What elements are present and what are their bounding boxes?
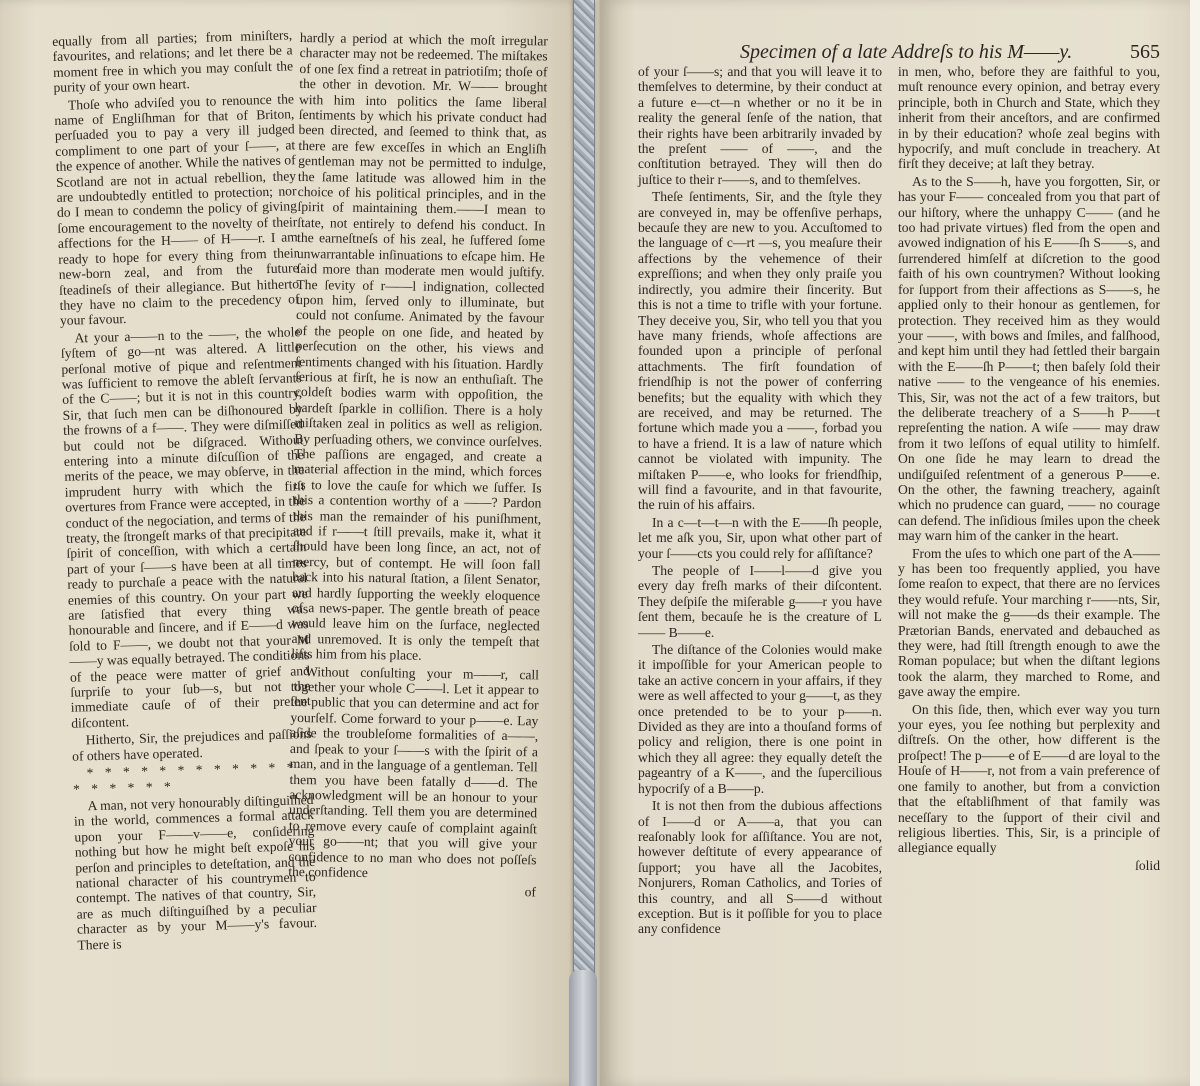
paragraph: At your a——n to the ——, the whole ſyſtem of go—nt was altered. A little perſonal motive of pique and reſentment was ſufficient to remove the ableſt ſervants of the C——; but it is not in this country, Sir, that ſuch men can be diſhonoured by the frowns of a f——. They were diſmiſſed but could not be diſgraced. Without entering into a minute diſcuſſion of the merits of the peace, we may obſerve, in the imprudent hurry with which the firſt overtures from France were accepted, in the conduct of the negociation, and terms of the treaty, the ſtrongeſt marks of that precipitate ſpirit of conceſſion, with which a certain part of your ſ——s have been at all times ready to purchaſe a peace with the natural enemies of this country. On your part we are ſatisfied that every thing was honourable and ſincere, and if E——d was ſold to F——, we doubt not that your M——y was equally betrayed. The conditions of the peace were matter of grief and ſurpriſe to your ſub—s, but not the immediate cauſe of of their preſent diſcontent.: [60, 323, 311, 731]
paragraph: On this ſide, then, which ever way you turn your eyes, you ſee nothing but perplexity and diſtreſs. On the other, how different is the proſpect! The p——e of E——d are loyal to the Houſe of H——r, not from a vain preference of one family to another, but from a conviction that the eſtabliſhment of that family was neceſſary to the ſupport of their civil and religious liberties. This, Sir, is a principle of allegiance equally: [898, 701, 1160, 856]
binding-cord: [573, 0, 595, 1086]
running-title: Specimen of a late Addreſs to his M——y.: [740, 41, 1073, 63]
paragraph: The people of I——l——d give you every day freſh marks of their diſcontent. They deſpiſe the miſerable g——r you have ſent them, becauſe he is the creature of L—— B——e.: [638, 563, 882, 640]
left-page: [0, 0, 586, 1086]
paragraph: Hitherto, Sir, the prejudices and paſſions of others have operated.: [71, 726, 312, 764]
right-column-2: [898, 64, 1160, 875]
page-number: 565: [1130, 41, 1160, 63]
paragraph: From the uſes to which one part of the A——y has been too frequently applied, you have ſome reaſon to expect, that there are no ſervices they would refuſe. Your marching r——nts, Sir, will not make the g——ds their example. The Prætorian Bands, enervated and debauched as they were, had ſtill ſtrength enough to awe the Roman populace; but when the diſtant legions took the alarm, they marched to Rome, and gave away the empire.: [898, 545, 1160, 700]
paragraph: Thoſe who adviſed you to renounce the name of Engliſhman for that of Briton, perſuaded you to pay a very ill judged compliment to one part of your ſ——, at the expence of another. While the natives of Scotland are not in actual rebellion, they are undoubtedly entitled to protection; nor do I mean to condemn the policy of giving ſome encouragement to the novelty of their affections for the H—— of H——r. I am ready to hope for every thing from their new-born zeal, and from the future ſteadineſs of their allegiance. But hitherto they have no claim to the precedency of your favour.: [54, 90, 300, 329]
left-column-1: [52, 27, 318, 954]
right-page: [600, 0, 1190, 1086]
paragraph: As to the S——h, have you forgotten, Sir, or has your F—— concealed from you that part of our hiſtory, where the unhappy C—— (and he too had private virtues) fled from the open and avowed indignation of his E——ſh S——s, and ſurrendered himſelf at diſcretion to the good faith of his own countrymen? Without looking for ſupport from their affections as S——s, he applied only to their honour as gentlemen, for protection. They received him as they would your ——, with bows and ſmiles, and falſhood, and kept him until they had ſettled their bargain with the E——ſh P——t; then baſely ſold their native —— to the vengeance of his enemies. This, Sir, was not the act of a few traitors, but the deliberate treachery of a S——h P——t repreſenting the nation. A wiſe —— may draw from it two leſſons of equal utility to himſelf. On one ſide he may learn to dread the undiſguiſed reſentment of a generous P——e. On the other, the fawning treachery, againſt which no prudence can guard, —— no courage can defend. The inſidious ſmiles upon the cheek may warn him of the canker in the heart.: [898, 173, 1160, 544]
asterisk-break: * * * * * * * * * * * * * * * * * *: [72, 759, 298, 797]
paragraph: Without conſulting your m——r, call together your whole C——l. Let it appear to the public that you can determine and act for yourſelf. Come forward to your p——e. Lay aſide the troubleſome formalities of a——, and ſpeak to your ſ——s with the ſpirit of a man, and in the language of a gentleman. Tell them you have been fatally d——d. The acknowledgment will be an honour to your underſtanding. Tell them you are determined to remove every cauſe of complaint againſt your go——nt; that you will give your confidence to no man who does not poſſeſs the confidence: [288, 663, 540, 880]
binding-cord-end: [569, 970, 597, 1086]
paragraph: A man, not very honourably diſtinguiſhed in the world, commences a formal attack upon your F——v——e, conſidering nothing but how he might beſt expoſe his perſon and principles to deteſtation, and the national character of his countrymen to contempt. The natives of that country, Sir, are as much diſtinguiſhed by a peculiar character as by your M——y's favour. There is: [73, 791, 318, 953]
paragraph: of your ſ——s; and that you will leave it to themſelves to determine, by their conduct at a future e—ct—n whether or no it be in reality the general ſenſe of the nation, that their rights have been arbitrarily invaded by the preſent —— of ——, and the conſtitution betrayed. They will then do juſtice to their r——s, and to themſelves.: [638, 64, 882, 187]
left-column-2: [288, 30, 548, 902]
paragraph: hardly a period at which the moſt irregular character may not be redeemed. The miſtakes of one ſex find a retreat in patriotiſm; thoſe of the other in devotion. Mr. W—— brought with him into politics the ſame liberal ſentiments by which his private conduct had been directed, and ſeemed to think that, as there are few exceſſes in which an Engliſh gentleman may not be permitted to indulge, the ſame latitude was allowed him in the choice of his political principles, and in the ſpirit of maintaining them.——I mean to ſtate, not entirely to defend his conduct. In the earneſtneſs of his zeal, he ſuffered ſome unwarrantable inſinuations to eſcape him. He ſaid more than moderate men would juſtify. The ſevity of r——l indignation, collected upon him, ſerved only to illuminate, but could not conſume. Animated by the favour of the people on one ſide, and heated by perſecution on the other, his views and ſentiments changed with his ſituation. Hardly ſerious at firſt, he is now an enthuſiaſt. The coldeſt bodies warm with oppoſition, the hardeſt ſparkle in colliſion. There is a holy miſtaken zeal in politics as well as religion. By perſuading others, we convince ourſelves. The paſſions are engaged, and create a material affection in the mind, which forces us to love the cauſe for which we ſuffer. Is this a contention worthy of a ——? Pardon this man the remainder of his puniſhment, and if r——t ſtill prevails, make it, what it ſhould have been long ſince, an act, not of mercy, but of contempt. He will ſoon fall back into his natural ſtation, a ſilent Senator, and hardly ſupporting the weekly eloquence of a news-paper. The gentle breath of peace would leave him on the ſurface, neglected and unremoved. It is only the tempeſt that lifts him from his place.: [291, 30, 548, 664]
paragraph: In a c—t—t—n with the E——ſh people, let me aſk you, Sir, upon what other part of your ſ——cts you could rely for aſſiſtance?: [638, 514, 882, 561]
paragraph: in men, who, before they are faithful to you, muſt renounce every opinion, and betray every principle, both in Church and State, which they inherit from their anceſtors, and are confirmed in by their education? whoſe zeal begins with hypocriſy, and muſt conclude in treachery. At firſt they deceive; at laſt they betray.: [898, 64, 1160, 172]
paragraph: Theſe ſentiments, Sir, and the ſtyle they are conveyed in, may be offenſive perhaps, becauſe they are new to you. Accuſtomed to the language of c—rt —s, you meaſure their affections by the vehemence of their expreſſions; and when they only praiſe you indirectly, you admire their ſincerity. But this is not a time to trifle with your fortune. They deceive you, Sir, who tell you that you have many friends, whoſe affections are founded upon a principle of perſonal attachments. The firſt foundation of friendſhip is not the power of conferring benefits; but the equality with which they are received, and may be returned. The fortune which made you a ——, forbad you to have a friend. It is a law of nature which cannot be violated with impunity. The miſtaken P——e, who looks for friendſhip, will find a favourite, and in that favourite, the ruin of his affairs.: [638, 189, 882, 513]
paragraph: It is not then from the dubious affections of I——d or A——a, that you can reaſonably look for aſſiſtance. You are not, however deſtitute of every appearance of ſupport; you have all the Jacobites, Nonjurers, Roman Catholics, and Tories of this country, and all S——d without exception. But is it poſſible for you to place any confidence: [638, 798, 882, 937]
right-column-1: [638, 64, 882, 939]
paragraph: The diſtance of the Colonies would make it impoſſible for your American people to take an active concern in your affairs, if they were as well affected to your g——t, as they once pretended to be to your p——n. Divided as they are into a thouſand forms of policy and religion, there is one point in which they all agree: they equally deteſt the pageantry of a K——, and the ſupercilious hypocriſy of a B——p.: [638, 642, 882, 796]
catchword: ſolid: [1135, 857, 1160, 873]
catchword: of: [524, 884, 537, 900]
paragraph: equally from all parties; from miniſters, favourites, and relations; and let there be a moment free in which you may conſult the purity of your own heart.: [52, 27, 294, 96]
